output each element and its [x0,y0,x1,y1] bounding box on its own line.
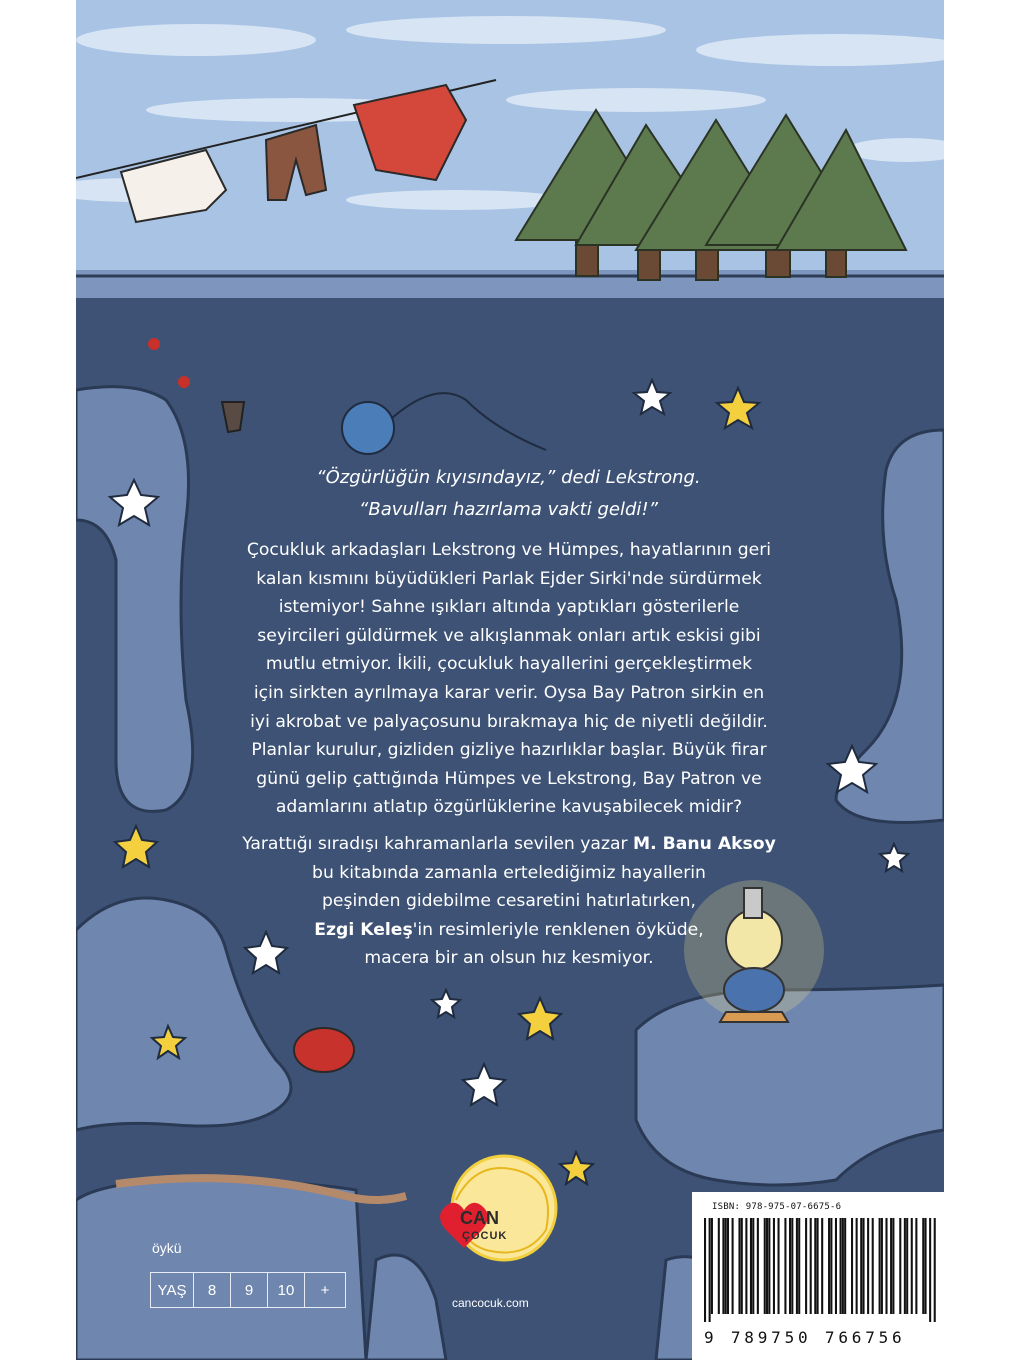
quote-line-1: “Özgürlüğün kıyısındayız,” dedi Lekstrong. [316,467,701,488]
age-label: YAŞ [151,1273,194,1307]
barcode-bar [860,1218,862,1314]
barcode-bar [798,1218,800,1314]
blurb-text: 'in resimleriyle renklenen öyküde, [412,919,704,940]
blurb-line: günü gelip çattığında Hümpes ve Lekstrong, Bay Patron ve [256,768,762,789]
blurb-line: istemiyor! Sahne ışıkları altında yaptıkları gösterilerle [278,597,740,618]
barcode-bar [872,1218,874,1314]
blurb-line: Çocukluk arkadaşları Lekstrong ve Hümpes, hayatlarının geri [246,540,772,560]
isbn-text: ISBN: 978-975-07-6675-6 [712,1202,842,1212]
barcode-bar [856,1218,858,1314]
barcode-bar [892,1218,894,1314]
publisher-website: cancocuk.com [452,1296,529,1310]
barcode-bar [925,1218,927,1314]
barcode-bar [817,1218,819,1314]
barcode-bar [842,1218,844,1314]
age-cell: 10 [268,1273,305,1307]
barcode-bar [768,1218,770,1314]
barcode-bar [922,1218,924,1314]
quote-line-2: “Bavulları hazırlama vakti geldi!” [359,499,658,520]
barcode-panel [692,1192,944,1360]
barcode-bar [764,1218,766,1314]
barcode-bar [704,1218,706,1322]
author-name: M. Banu Aksoy [633,834,776,854]
barcode-bar [821,1218,823,1314]
pincushion [294,1028,354,1072]
barcode-bar [732,1218,734,1314]
barcode-bar [805,1218,807,1314]
barcode-bar [881,1218,883,1314]
blurb-line [194,916,824,945]
barcode-bar [778,1218,780,1314]
barcode-bar [851,1218,853,1314]
blurb-line: Planlar kurulur, gizliden gizliye hazırlıklar başlar. Büyük firar [251,740,767,761]
barcode-bar [906,1218,908,1314]
barcode-bar [830,1218,832,1314]
blurb-paragraph-1 [194,536,824,822]
barcode [704,1218,936,1322]
barcode-bar [879,1218,881,1314]
genre-label: öykü [152,1240,182,1256]
barcode-bar [915,1218,917,1314]
barcode-bar [784,1218,786,1314]
barcode-bar [828,1218,830,1314]
barcode-bar [757,1218,759,1314]
barcode-bar [929,1218,931,1322]
barcode-bar [899,1218,901,1314]
blurb-line: macera bir an olsun hız kesmiyor. [364,948,654,969]
barcode-bar [789,1218,791,1314]
barcode-bar [709,1218,711,1322]
blurb-line: seyircileri güldürmek ve alkışlanmak onları artık eskisi gibi [257,625,761,646]
illustrator-name: Ezgi Keleş [314,919,413,940]
blurb-text: Yarattığı sıradışı kahramanlarla sevilen yazar [242,834,634,854]
barcode-bar [934,1218,936,1322]
barcode-bar [745,1218,747,1314]
blurb-line: bu kitabında zamanla ertelediğimiz hayallerin [312,862,706,883]
blurb-line: kalan kısmını büyüdükleri Parlak Ejder Sirki'nde sürdürmek [256,568,762,589]
publisher-sub: ÇOCUK [462,1230,508,1242]
barcode-bar [750,1218,752,1314]
barcode-bar [863,1218,865,1314]
barcode-bar [711,1218,713,1314]
barcode-bar [741,1218,743,1314]
barcode-bar [773,1218,775,1314]
barcode-bar [867,1218,869,1314]
barcode-bar [911,1218,913,1314]
barcode-bar [810,1218,812,1314]
blurb-paragraph-2 [194,830,824,973]
cover-quote [236,462,781,526]
barcode-bar [885,1218,887,1314]
barcode-bar [752,1218,754,1314]
barcode-bar [840,1218,842,1314]
barcode-bar [722,1218,724,1314]
blurb-line: iyi akrobat ve palyaçosunu bırakmaya hiç de niyetli değildir. [250,711,768,732]
publisher-name: CAN [460,1208,499,1228]
blurb-line: mutlu etmiyor. İkili, çocukluk hayallerini gerçekleştirmek [265,654,753,675]
barcode-bar [835,1218,837,1314]
barcode-bar [890,1218,892,1314]
barcode-bar [814,1218,816,1314]
barcode-bar [904,1218,906,1314]
barcode-bar [796,1218,798,1314]
barcode-digits: 9 789750 766756 [704,1328,906,1347]
book-back-cover [76,0,944,1360]
barcode-bar [727,1218,729,1314]
barcode-bar [766,1218,768,1314]
age-cell: 9 [231,1273,268,1307]
barcode-bar [738,1218,740,1314]
blurb-line: peşinden gidebilme cesaretini hatırlatırken, [322,891,696,912]
barcode-bar [791,1218,793,1314]
blurb-line: için sirkten ayrılmaya karar verir. Oysa Bay Patron sirkin en [253,682,765,703]
age-cell: 8 [194,1273,231,1307]
barcode-bar [718,1218,720,1314]
barcode-bar [725,1218,727,1314]
age-range-table [150,1272,346,1308]
blurb-line: adamlarını atlatıp özgürlüklerine kavuşabilecek midir? [275,797,743,818]
age-cell: + [320,1281,330,1299]
barcode-bar [844,1218,846,1314]
blurb-line [194,830,824,859]
